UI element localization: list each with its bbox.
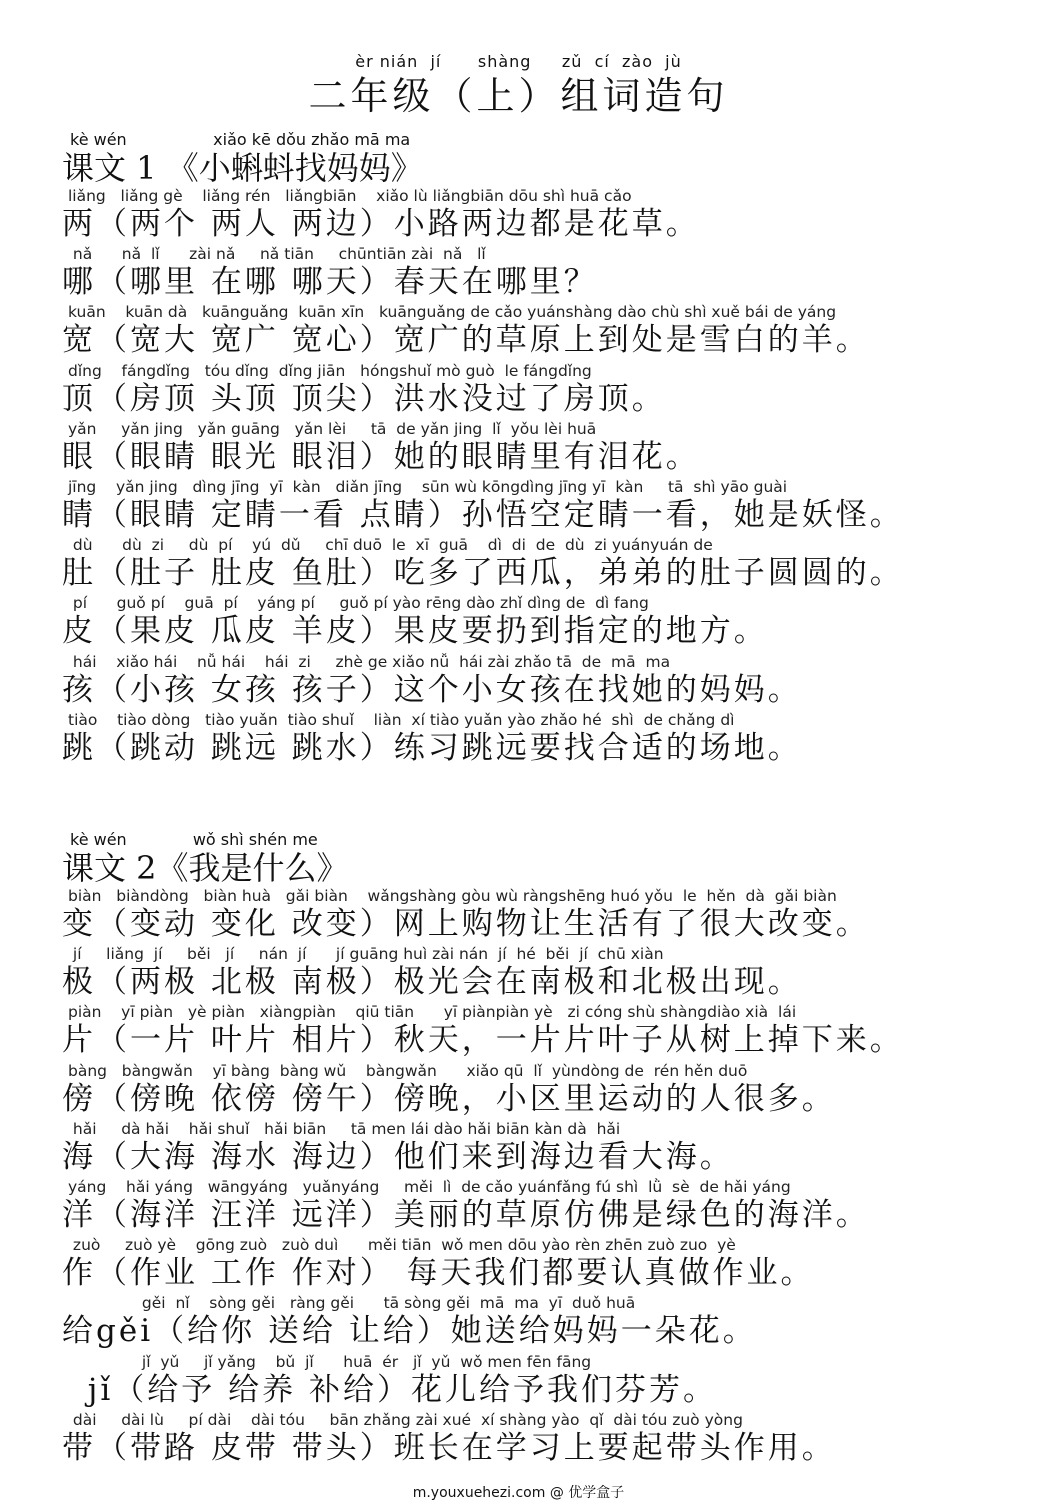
lesson-heading-title: 课文 1 《小蝌蚪找妈妈》 — [62, 149, 423, 187]
entry-pinyin: pí guǒ pí guā pí yáng pí guǒ pí yào rēng dào zhǐ dìng de dì fang — [68, 594, 649, 613]
entry-pinyin: dài dài lù pí dài dài tóu bān zhǎng zài xué xí shàng yào qǐ dài tóu zuò yòng — [68, 1410, 743, 1429]
entry-pinyin: jǐ yǔ jǐ yǎng bǔ jǐ huā ér jǐ yǔ wǒ men fēn fāng — [68, 1352, 592, 1371]
lesson-heading — [62, 830, 1022, 886]
word-entry — [62, 1002, 1022, 1060]
entry-pinyin: yáng hǎi yáng wāngyáng yuǎnyáng měi lì de cǎo yuánfǎng fú shì lǜ sè de hǎi yáng — [68, 1177, 791, 1196]
entry-pinyin: zuò zuò yè gōng zuò zuò duì měi tiān wǒ men dōu yào rèn zhēn zuò zuo yè — [68, 1236, 736, 1255]
word-entry — [62, 535, 1022, 593]
entry-pinyin: dǐng fángdǐng tóu dǐng dǐng jiān hóngshuǐ mò guò le fángdǐng — [68, 361, 592, 380]
lesson-heading-pinyin: kè wén wǒ shì shén me — [70, 830, 318, 849]
entry-hanzi: 作（作业 工作 作对） 每天我们都要认真做作业。 — [62, 1255, 815, 1292]
word-entry — [62, 886, 1022, 944]
entry-hanzi: 傍（傍晚 依傍 傍午）傍晚，小区里运动的人很多。 — [62, 1080, 836, 1117]
word-entry — [62, 1119, 1022, 1177]
entry-hanzi: 眼（眼睛 眼光 眼泪）她的眼睛里有泪花。 — [62, 438, 700, 475]
entry-hanzi: 两（两个 两人 两边）小路两边都是花草。 — [62, 206, 700, 242]
entry-hanzi: 肚（肚子 肚皮 鱼肚）吃多了西瓜，弟弟的肚子圆圆的。 — [62, 555, 904, 592]
entry-pinyin: yǎn yǎn jing yǎn guāng yǎn lèi tā de yǎn jing lǐ yǒu lèi huā — [68, 419, 597, 438]
word-entry — [62, 244, 1022, 302]
lesson-1-section — [62, 130, 1022, 768]
entry-hanzi: 海（大海 海水 海边）他们来到海边看大海。 — [62, 1138, 734, 1175]
lesson-heading — [62, 130, 1022, 186]
word-entry — [62, 710, 1022, 768]
entry-hanzi: 皮（果皮 瓜皮 羊皮）果皮要扔到指定的地方。 — [62, 613, 768, 650]
word-entry — [62, 361, 1022, 419]
entry-hanzi: 孩（小孩 女孩 孩子）这个小女孩在找她的妈妈。 — [62, 671, 802, 708]
word-entry — [62, 1410, 1022, 1468]
word-entry — [62, 1061, 1022, 1119]
entry-hanzi: 片（一片 叶片 相片）秋天，一片片叶子从树上掉下来。 — [62, 1022, 904, 1059]
entry-hanzi: 极（两极 北极 南极）极光会在南极和北极出现。 — [62, 964, 802, 1001]
page-title-pinyin: èr nián jí shàng zǔ cí zào jù — [355, 52, 682, 71]
word-entry — [62, 944, 1022, 1002]
entry-hanzi: jǐ（给予 给养 补给）花儿给予我们芬芳。 — [62, 1371, 717, 1408]
lesson-2-section — [62, 830, 1022, 1468]
page-title-block — [0, 52, 1037, 120]
word-entry — [62, 1177, 1022, 1235]
entry-hanzi: 变（变动 变化 改变）网上购物让生活有了很大改变。 — [62, 906, 870, 942]
word-entry — [62, 1352, 1022, 1410]
entry-pinyin: kuān kuān dà kuānguǎng kuān xīn kuānguǎng de cǎo yuánshàng dào chù shì xuě bái de yáng — [68, 303, 837, 322]
word-entry — [62, 1235, 1022, 1293]
word-entry — [62, 593, 1022, 651]
entry-hanzi: 宽（宽大 宽广 宽心）宽广的草原上到处是雪白的羊。 — [62, 322, 870, 359]
entry-hanzi: 跳（跳动 跳远 跳水）练习跳远要找合适的场地。 — [62, 729, 802, 766]
page-title: 二年级（上）组词造句 — [308, 74, 729, 118]
entry-pinyin: biàn biàndòng biàn huà gǎi biàn wǎngshàng gòu wù ràngshēng huó yǒu le hěn dà gǎi biàn — [68, 887, 837, 905]
entry-pinyin: hái xiǎo hái nǚ hái hái zi zhè ge xiǎo nǚ hái zài zhǎo tā de mā ma — [68, 652, 671, 671]
entry-hanzi: 给gěi（给你 送给 让给）她送给妈妈一朵花。 — [62, 1313, 757, 1350]
word-entry — [62, 186, 1022, 244]
entry-pinyin: dù dù zi dù pí yú dǔ chī duō le xī guā dì di de dù zi yuányuán de — [68, 536, 713, 555]
word-entry — [62, 419, 1022, 477]
entry-pinyin: tiào tiào dòng tiào yuǎn tiào shuǐ liàn xí tiào yuǎn yào zhǎo hé shì de chǎng dì — [68, 710, 735, 729]
word-entry — [62, 302, 1022, 360]
word-entry — [62, 652, 1022, 710]
entry-pinyin: hǎi dà hǎi hǎi shuǐ hǎi biān tā men lái dào hǎi biān kàn dà hǎi — [68, 1119, 621, 1138]
entry-hanzi: 洋（海洋 汪洋 远洋）美丽的草原仿佛是绿色的海洋。 — [62, 1196, 870, 1233]
entry-pinyin: piàn yī piàn yè piàn xiàngpiàn qiū tiān yī piànpiàn yè zi cóng shù shàngdiào xià lái — [68, 1003, 797, 1022]
entry-pinyin: jí liǎng jí běi jí nán jí jí guāng huì zài nán jí hé běi jí chū xiàn — [68, 945, 664, 964]
lesson-heading-title: 课文 2《我是什么》 — [62, 849, 349, 887]
entry-hanzi: 顶（房顶 头顶 顶尖）洪水没过了房顶。 — [62, 380, 666, 417]
entry-pinyin: liǎng liǎng gè liǎng rén liǎngbiān xiǎo lù liǎngbiān dōu shì huā cǎo — [68, 187, 632, 205]
word-entry — [62, 477, 1022, 535]
entry-hanzi: 哪（哪里 在哪 哪天）春天在哪里？ — [62, 264, 598, 301]
entry-hanzi: 睛（眼睛 定睛一看 点睛）孙悟空定睛一看，她是妖怪。 — [62, 496, 904, 533]
entry-pinyin: jīng yǎn jing dìng jīng yī kàn diǎn jīng sūn wù kōngdìng jīng yī kàn tā shì yāo guài — [68, 477, 788, 496]
entry-pinyin: nǎ nǎ lǐ zài nǎ nǎ tiān chūntiān zài nǎ lǐ — [68, 245, 486, 264]
entry-hanzi: 带（带路 皮带 带头）班长在学习上要起带头作用。 — [62, 1429, 836, 1466]
entry-pinyin: bàng bàngwǎn yī bàng bàng wǔ bàngwǎn xiǎo qū lǐ yùndòng de rén hěn duō — [68, 1061, 748, 1080]
footer-watermark: m.youxuehezi.com @ 优学盒子 — [412, 1485, 625, 1501]
entry-pinyin: gěi nǐ sòng gěi ràng gěi tā sòng gěi mā ma yī duǒ huā — [68, 1294, 636, 1313]
lesson-heading-pinyin: kè wén xiǎo kē dǒu zhǎo mā ma — [70, 130, 411, 149]
word-entry — [62, 1293, 1022, 1351]
